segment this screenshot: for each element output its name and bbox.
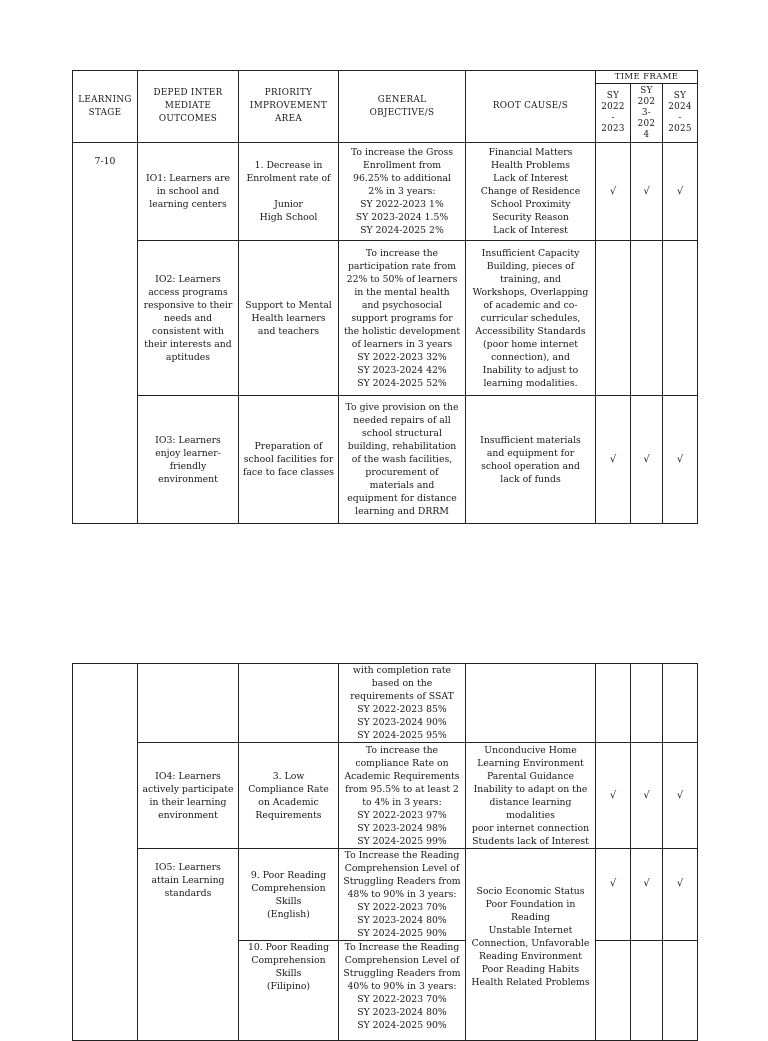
learning-stage-cell: 7-10 [73,143,138,524]
table-row [73,743,698,849]
objective-cell: To increase the Gross Enrollment from 96.25% to additional 2% in 3 years: SY 2022-2023 1% SY 2023-2024 1.5% SY 2024-2025 2% [339,143,466,241]
check-mark: √ [631,143,663,241]
objective-cell: To increase the participation rate from 22% to 50% of learners in the mental health and psychosocial support programs for the holistic development of learners in 3 years SY 2022-2023 32% SY 2023-2024 42% SY 2024-2025 52% [339,241,466,396]
objective-cell: To Increase the Reading Comprehension Level of Struggling Readers from 48% to 90% in 3 years: SY 2022-2023 70% SY 2023-2024 80% SY 2024-2025 90% [339,849,466,941]
priority-cell: 1. Decrease in Enrolment rate of Junior High School [239,143,339,241]
root-cause-cell: Unconducive Home Learning Environment Parental Guidance Inability to adapt on the distance learning modalities poor internet connection Students lack of Interest [466,743,596,849]
check-mark: √ [596,743,631,849]
priority-cell: 9. Poor Reading Comprehension Skills (English) [239,849,339,941]
check-mark: √ [631,743,663,849]
aip-table-page-1 [72,70,698,524]
priority-cell: Support to Mental Health learners and teachers [239,241,339,396]
check-mark: √ [596,849,631,941]
objective-cell: To Increase the Reading Comprehension Level of Struggling Readers from 40% to 90% in 3 years: SY 2022-2023 70% SY 2023-2024 80% SY 2024-2025 90% [339,941,466,1041]
check-mark: √ [663,849,698,941]
check-mark: √ [663,396,698,524]
priority-cell: 10. Poor Reading Comprehension Skills (Filipino) [239,941,339,1041]
check-mark: √ [663,143,698,241]
objective-cell: with completion rate based on the requirements of SSAT SY 2022-2023 85% SY 2023-2024 90% SY 2024-2025 95% [339,664,466,743]
check-mark: √ [596,143,631,241]
table-row [73,664,698,743]
root-cause-cell: Insufficient materials and equipment for school operation and lack of funds [466,396,596,524]
header-sy-2024-2025: SY 2024 - 2025 [663,84,698,143]
outcome-cell: IO4: Learners actively participate in their learning environment [138,743,239,849]
outcome-cell: IO5: Learners attain Learning standards [138,849,239,1041]
table-row [73,849,698,941]
header-learning-stage: LEARNING STAGE [73,71,138,143]
objective-cell: To give provision on the needed repairs of all school structural building, rehabilitation of the wash facilities, procurement of materials and equipment for distance learning and DRRM [339,396,466,524]
root-cause-cell: Insufficient Capacity Building, pieces of training, and Workshops, Overlapping of academic and co- curricular schedules, Accessibility Standards (poor home internet connection), and Inability to adjust to learning modalities. [466,241,596,396]
outcome-cell: IO1: Learners are in school and learning centers [138,143,239,241]
header-sy-2023-2024: SY 202 3- 202 4 [631,84,663,143]
objective-cell: To increase the compliance Rate on Academic Requirements from 95.5% to at least 2 to 4% in 3 years: SY 2022-2023 97% SY 2023-2024 98% SY 2024-2025 99% [339,743,466,849]
outcome-cell: IO3: Learners enjoy learner- friendly environment [138,396,239,524]
table-row [73,241,698,396]
outcome-cell: IO2: Learners access programs responsive to their needs and consistent with their interests and aptitudes [138,241,239,396]
header-outcomes: DEPED INTER MEDIATE OUTCOMES [138,71,239,143]
root-cause-cell: Financial Matters Health Problems Lack of Interest Change of Residence School Proximity Security Reason Lack of Interest [466,143,596,241]
header-root-causes: ROOT CAUSE/S [466,71,596,143]
table-row [73,143,698,241]
table-row [73,396,698,524]
root-cause-cell: Socio Economic Status Poor Foundation in Reading Unstable Internet Connection, Unfavorable Reading Environment Poor Reading Habits Health Related Problems [466,849,596,1041]
check-mark: √ [663,743,698,849]
header-general-objectives: GENERAL OBJECTIVE/S [339,71,466,143]
priority-cell: 3. Low Compliance Rate on Academic Requirements [239,743,339,849]
aip-table-page-2 [72,663,698,1041]
check-mark: √ [631,396,663,524]
check-mark: √ [631,849,663,941]
header-priority-area: PRIORITY IMPROVEMENT AREA [239,71,339,143]
priority-cell: Preparation of school facilities for face to face classes [239,396,339,524]
header-sy-2022-2023: SY 2022 - 2023 [596,84,631,143]
header-time-frame: TIME FRAME [596,71,698,84]
check-mark: √ [596,396,631,524]
